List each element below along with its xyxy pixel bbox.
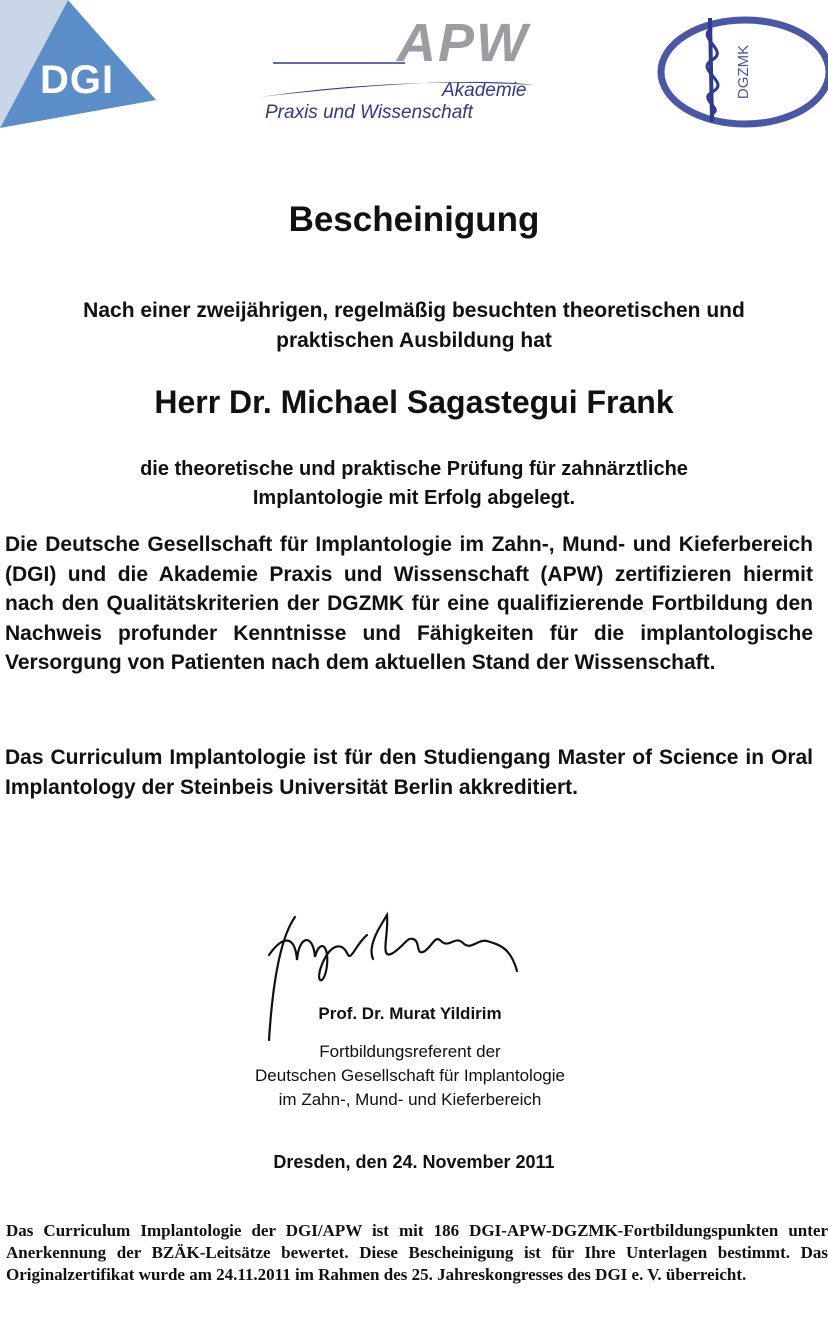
dgzmk-logo-text: DGZMK — [735, 44, 752, 100]
exam-line-1: die theoretische und praktische Prüfung für zahnärztliche — [140, 458, 688, 480]
signer-role-line-2: Deutschen Gesellschaft für Implantologie — [255, 1066, 565, 1085]
signer-name: Prof. Dr. Murat Yildirim — [318, 1004, 502, 1023]
signer-role-line-3: im Zahn-, Mund- und Kieferbereich — [278, 1090, 542, 1109]
apw-logo-subtitle: Praxis und Wissenschaft — [265, 102, 473, 123]
signer-role — [150, 1040, 670, 1112]
dgi-logo — [0, 0, 160, 130]
intro-line-2: praktischen Ausbildung hat — [276, 329, 552, 352]
certification-paragraph: Die Deutsche Gesellschaft für Implantologie im Zahn-, Mund- und Kieferbereich (DGI) und die Akademie Praxis und Wissenschaft (APW) zertifizieren hiermit nach den Qualitätskriterien der DGZMK für eine qualifizierende Fortbildung den Nachweis profunder Kenntnisse und Fähigkeiten für die implantologische Versorgung von Patienten nach dem aktuellen Stand der Wissenschaft. — [5, 533, 813, 674]
apw-logo — [255, 12, 545, 132]
footer-note: Das Curriculum Implantologie der DGI/APW ist mit 186 DGI-APW-DGZMK-Fortbildungspunkten unter Anerkennung der BZÄK-Leitsätze bewertet. Diese Bescheinigung ist für Ihre Unterlagen bestimmt. Das Originalzertifikat wurde am 24.11.2011 im Rahmen des 25. Jahreskongresses des DGI e. V. überreicht. — [6, 1221, 828, 1284]
accreditation-paragraph: Das Curriculum Implantologie ist für den Studiengang Master of Science in Oral Implantology der Steinbeis Universität Berlin akkreditiert. — [5, 746, 813, 799]
exam-line-2: Implantologie mit Erfolg abgelegt. — [252, 487, 576, 509]
document-title: Bescheinigung — [288, 200, 540, 239]
apw-logo-akademie: Akademie — [442, 80, 527, 101]
signature-drawing — [255, 905, 575, 1055]
dgzmk-emblem-icon — [650, 10, 828, 135]
apw-logo-title: APW — [397, 13, 529, 73]
place-date: Dresden, den 24. November 2011 — [273, 1152, 555, 1172]
recipient-name: Herr Dr. Michael Sagastegui Frank — [154, 384, 674, 420]
dgi-logo-text: DGI — [40, 58, 115, 102]
exam-statement — [30, 455, 798, 513]
signer-role-line-1: Fortbildungsreferent der — [319, 1042, 501, 1061]
handwritten-signature — [255, 905, 575, 1055]
dgzmk-logo — [650, 10, 828, 135]
intro-line-1: Nach einer zweijährigen, regelmäßig besuchten theoretischen und — [83, 299, 745, 322]
intro-text — [0, 296, 828, 356]
